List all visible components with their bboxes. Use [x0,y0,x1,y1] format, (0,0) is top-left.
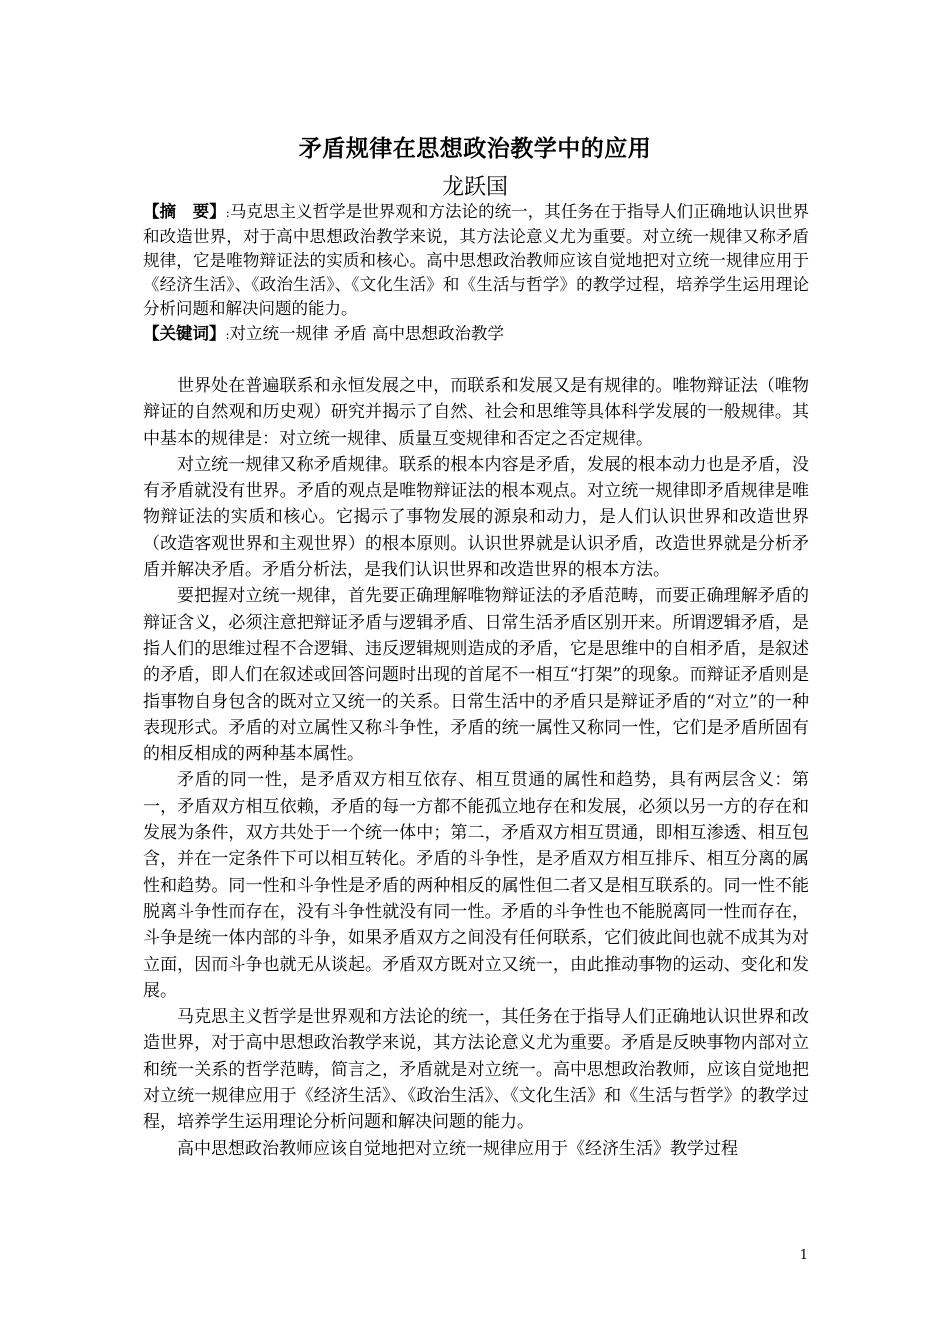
body-paragraph: 矛盾的同一性，是矛盾双方相互依存、相互贯通的属性和趋势，具有两层含义：第一，矛盾双方相互依赖，矛盾的每一方都不能孤立地存在和发展，必须以另一方的存在和发展为条件，双方共处于一个统一体中；第二，矛盾双方相互贯通，即相互渗透、相互包含，并在一定条件下可以相互转化。矛盾的斗争性，是矛盾双方相互排斥、相互分离的属性和趋势。同一性和斗争性是矛盾的两种相反的属性但二者又是相互联系的。同一性不能脱离斗争性而存在，没有斗争性就没有同一性。矛盾的斗争性也不能脱离同一性而存在，斗争是统一体内部的斗争，如果矛盾双方之间没有任何联系，它们彼此间也就不成其为对立面，因而斗争也就无从谈起。矛盾双方既对立又统一，由此推动事物的运动、变化和发展。 [143,770,809,1001]
abstract-label: 【摘 要】 [143,202,226,221]
keywords-block [143,322,809,347]
page-number: 1 [799,1248,808,1263]
abstract-block [143,200,809,321]
keywords-label: 【关键词】 [143,324,226,343]
abstract-text: 马克思主义哲学是世界观和方法论的统一，其任务在于指导人们正确地认识世界和改造世界，对于高中思想政治教学来说，其方法论意义尤为重要。对立统一规律又称矛盾规律，它是唯物辩证法的实质和核心。高中思想政治教师应该自觉地把对立统一规律应用于《经济生活》、《政治生活》、《文化生活》和《生活与哲学》的教学过程，培养学生运用理论分析问题和解决问题的能力。 [143,202,810,318]
body-paragraph: 世界处在普遍联系和永恒发展之中，而联系和发展又是有规律的。唯物辩证法（唯物辩证的自然观和历史观）研究并揭示了自然、社会和思维等具体科学发展的一般规律。其中基本的规律是：对立统一规律、质量互变规律和否定之否定规律。 [143,376,809,449]
body-paragraph: 对立统一规律又称矛盾规律。联系的根本内容是矛盾，发展的根本动力也是矛盾，没有矛盾就没有世界。矛盾的观点是唯物辩证法的根本观点。对立统一规律即矛盾规律是唯物辩证法的实质和核心。它揭示了事物发展的源泉和动力，是人们认识世界和改造世界（改造客观世界和主观世界）的根本原则。认识世界就是认识矛盾，改造世界就是分析矛盾并解决矛盾。矛盾分析法，是我们认识世界和改造世界的根本方法。 [143,454,809,581]
abstract-separator: : [225,206,230,220]
keywords-text: 对立统一规律 矛盾 高中思想政治教学 [229,324,505,343]
body-paragraph: 要把握对立统一规律，首先要正确理解唯物辩证法的矛盾范畴，而要正确理解矛盾的辩证含义，必须注意把辩证矛盾与逻辑矛盾、日常生活矛盾区别开来。所谓逻辑矛盾，是指人们的思维过程不合逻辑、违反逻辑规则造成的矛盾，它是思维中的自相矛盾，是叙述的矛盾，即人们在叙述或回答问题时出现的首尾不一相互“打架”的现象。而辩证矛盾则是指事物自身包含的既对立又统一的关系。日常生活中的矛盾只是辩证矛盾的“对立”的一种表现形式。矛盾的对立属性又称斗争性，矛盾的统一属性又称同一性，它们是矛盾所固有的相反相成的两种基本属性。 [143,586,809,765]
body-paragraph: 高中思想政治教师应该自觉地把对立统一规律应用于《经济生活》教学过程 [177,1138,738,1159]
keywords-separator: : [225,328,230,342]
body-paragraph: 马克思主义哲学是世界观和方法论的统一，其任务在于指导人们正确地认识世界和改造世界，对于高中思想政治教学来说，其方法论意义尤为重要。矛盾是反映事物内部对立和统一关系的哲学范畴，简言之，矛盾就是对立统一。高中思想政治教师，应该自觉地把对立统一规律应用于《经济生活》、《政治生活》、《文化生活》和《生活与哲学》的教学过程，培养学生运用理论分析问题和解决问题的能力。 [143,1007,809,1133]
body-text [143,373,809,1162]
author-name: 龙跃国 [441,175,508,200]
document-title: 矛盾规律在思想政治教学中的应用 [298,136,652,162]
